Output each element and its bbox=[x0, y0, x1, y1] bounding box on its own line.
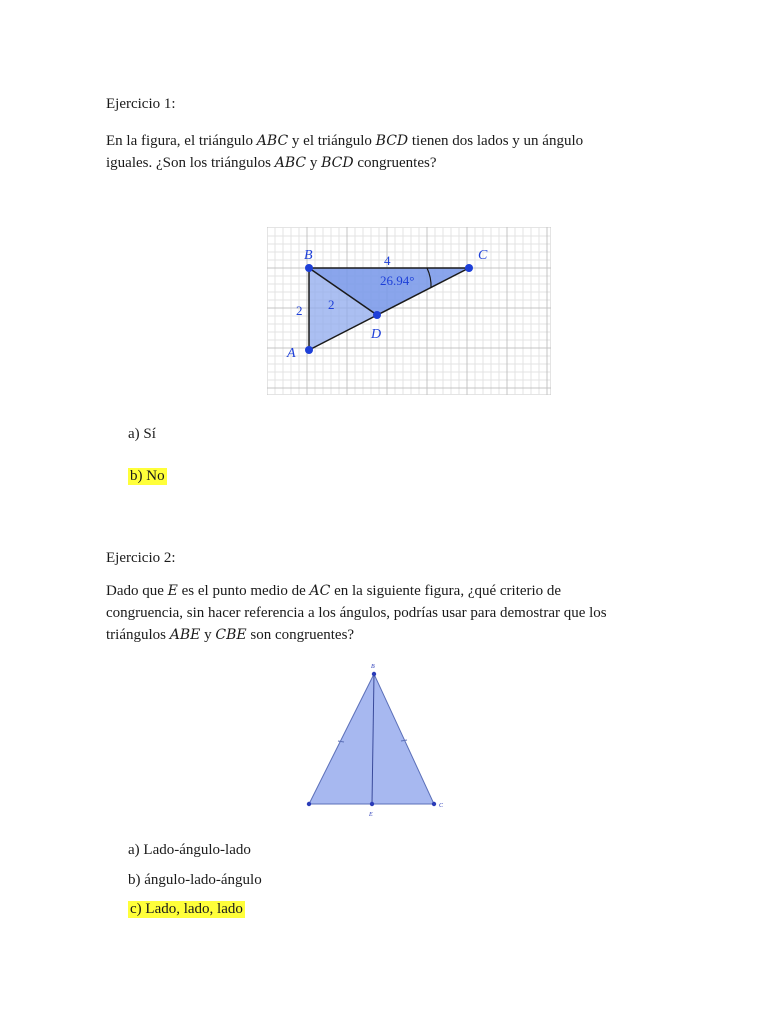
triangle-abe-label: ABE bbox=[169, 627, 201, 643]
exercise-2-option-a: a) Lado-ángulo-lado bbox=[128, 842, 251, 858]
point-b bbox=[372, 672, 376, 676]
exercise-1-option-a: a) Sí bbox=[128, 426, 156, 442]
exercise-1-title: Ejercicio 1: bbox=[106, 96, 176, 112]
exercise-1-option-b bbox=[128, 466, 167, 486]
exercise-2-option-b: b) ángulo-lado-ángulo bbox=[128, 872, 262, 888]
segment-ac-label: AC bbox=[309, 583, 331, 599]
label-b: B bbox=[371, 664, 375, 670]
point-c bbox=[432, 802, 436, 806]
angle-label: 26.94° bbox=[380, 273, 415, 288]
point-b bbox=[305, 264, 313, 272]
triangle-bcd-label: BCD bbox=[375, 133, 409, 149]
point-e-label: E bbox=[167, 583, 178, 599]
label-c: C bbox=[439, 803, 444, 809]
exercise-2-option-c bbox=[128, 899, 245, 919]
label-a: A bbox=[287, 346, 296, 361]
exercise-1-figure bbox=[267, 227, 551, 395]
exercise-2-question-line-3: triángulos ABE y CBE son congruentes? bbox=[106, 627, 355, 643]
highlighted-answer: b) No bbox=[130, 468, 165, 484]
exercise-1-question-line-2: iguales. ¿Son los triángulos ABC y BCD congruentes? bbox=[106, 155, 437, 171]
exercise-2-figure bbox=[300, 660, 450, 820]
exercise-2-title: Ejercicio 2: bbox=[106, 550, 176, 566]
exercise-1-question-line-1: En la figura, el triángulo ABC y el triángulo BCD tienen dos lados y un ángulo bbox=[106, 133, 584, 149]
length-bc: 4 bbox=[384, 253, 391, 268]
triangle-abc-label: ABC bbox=[256, 133, 289, 149]
point-e bbox=[370, 802, 374, 806]
label-e: E bbox=[369, 812, 373, 818]
triangle-cbe-label: CBE bbox=[215, 627, 247, 643]
length-bd: 2 bbox=[328, 297, 335, 312]
label-d: D bbox=[371, 327, 382, 342]
point-a bbox=[307, 802, 311, 806]
point-d bbox=[373, 311, 381, 319]
point-a bbox=[305, 346, 313, 354]
label-c: C bbox=[478, 248, 488, 263]
exercise-2-question-line-1: Dado que E es el punto medio de AC en la siguiente figura, ¿qué criterio de bbox=[106, 583, 562, 599]
exercise-2-question-line-2: congruencia, sin hacer referencia a los ángulos, podrías usar para demostrar que los bbox=[106, 605, 607, 621]
highlighted-answer: c) Lado, lado, lado bbox=[130, 901, 243, 917]
length-ab: 2 bbox=[296, 303, 303, 318]
triangle-abc-fill bbox=[309, 674, 434, 804]
label-b: B bbox=[304, 248, 313, 263]
point-c bbox=[465, 264, 473, 272]
